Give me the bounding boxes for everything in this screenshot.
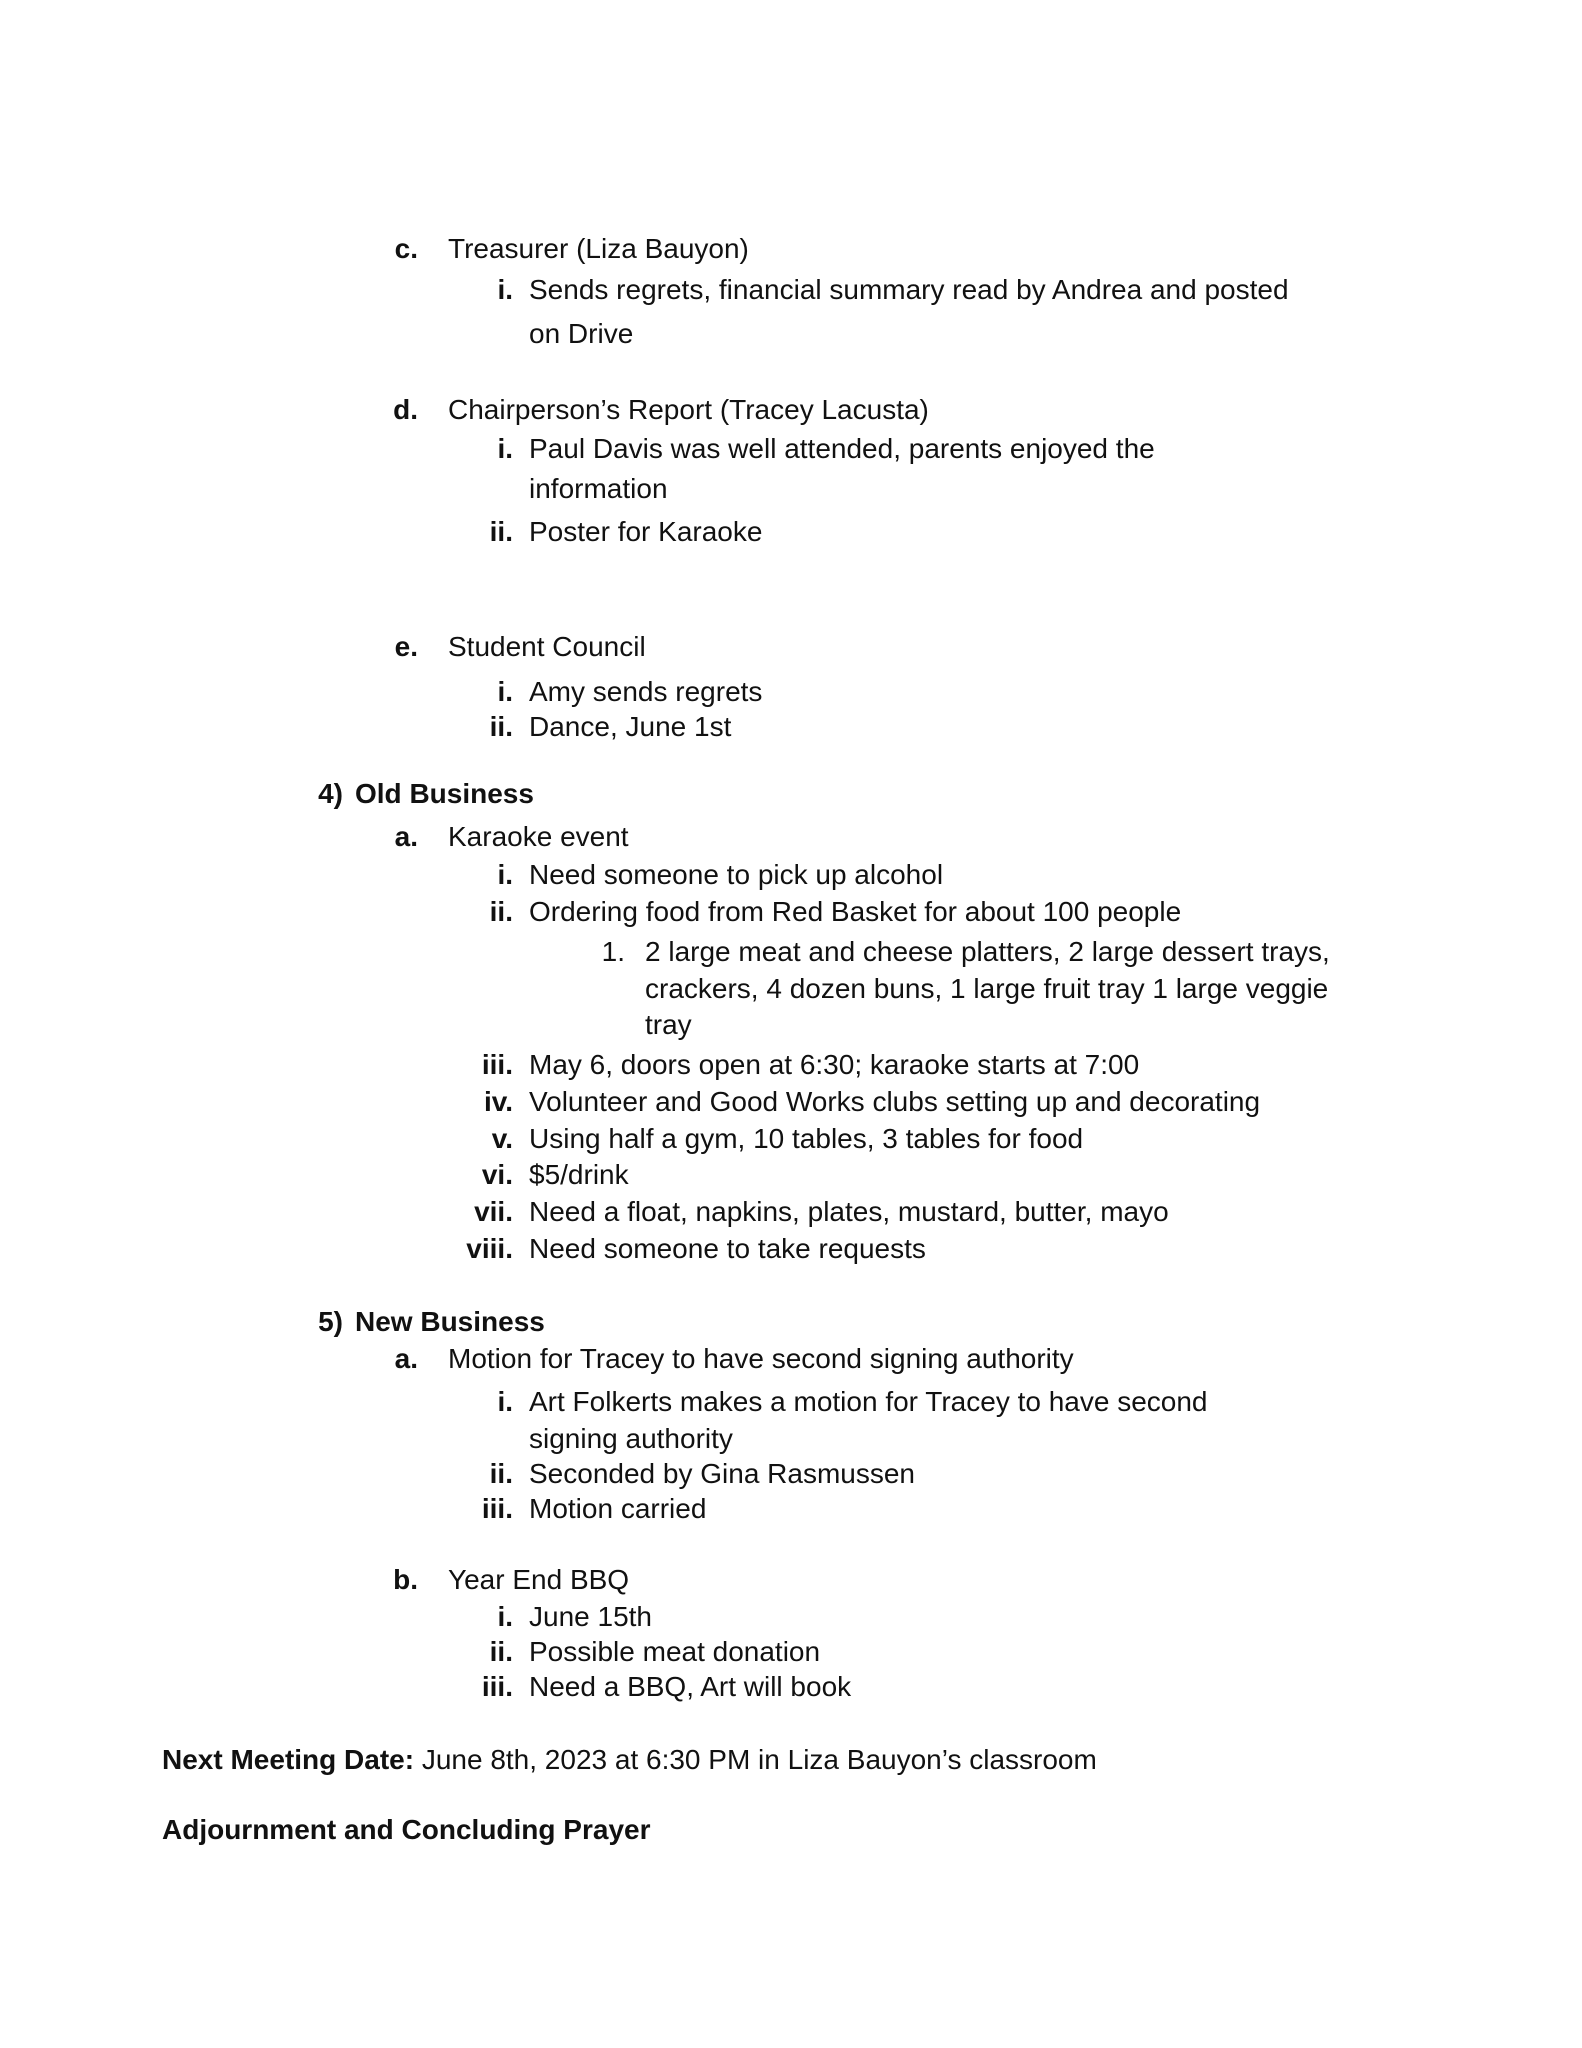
list-item-text: Using half a gym, 10 tables, 3 tables for food xyxy=(529,1123,1084,1154)
list-item-text: Amy sends regrets xyxy=(529,676,763,707)
list-item xyxy=(466,1231,926,1266)
list-item xyxy=(481,1491,707,1526)
list-item xyxy=(474,1194,1169,1229)
list-item-text: tray xyxy=(645,1009,692,1040)
list-item xyxy=(491,1121,1084,1156)
list-item-text: information xyxy=(529,473,668,504)
list-item-text: May 6, doors open at 6:30; karaoke starts at 7:00 xyxy=(529,1049,1140,1080)
list-item-text: Need someone to pick up alcohol xyxy=(529,859,944,890)
list-marker: viii. xyxy=(466,1233,513,1264)
list-marker: i. xyxy=(497,859,513,890)
list-item-text: Art Folkerts makes a motion for Tracey to have second xyxy=(529,1386,1208,1417)
list-item xyxy=(497,674,763,709)
list-item xyxy=(394,1341,1074,1376)
list-item xyxy=(393,1562,630,1597)
list-item xyxy=(497,1384,1208,1419)
list-item-continuation xyxy=(529,471,668,506)
list-item xyxy=(394,629,646,664)
list-item-text: Paul Davis was well attended, parents enjoyed the xyxy=(529,433,1155,464)
list-item-continuation xyxy=(529,1421,733,1456)
list-marker: iii. xyxy=(481,1493,513,1524)
list-marker: i. xyxy=(497,274,513,305)
list-item xyxy=(489,1456,915,1491)
list-marker: i. xyxy=(497,1601,513,1632)
list-item-text: Dance, June 1st xyxy=(529,711,732,742)
list-item-text: Seconded by Gina Rasmussen xyxy=(529,1458,915,1489)
list-item xyxy=(489,709,732,744)
list-item-text: Motion carried xyxy=(529,1493,707,1524)
section-heading xyxy=(318,776,534,811)
list-marker: ii. xyxy=(489,1636,513,1667)
list-item xyxy=(497,272,1289,307)
section-heading-text: New Business xyxy=(355,1306,545,1337)
list-item-continuation xyxy=(645,971,1328,1006)
list-item xyxy=(483,1084,1261,1119)
list-marker: ii. xyxy=(489,516,513,547)
adjournment-line xyxy=(162,1812,650,1847)
list-item-continuation xyxy=(645,1007,692,1042)
list-marker: a. xyxy=(394,821,418,852)
next-meeting-text: June 8th, 2023 at 6:30 PM in Liza Bauyon’s classroom xyxy=(414,1744,1097,1775)
list-item xyxy=(481,1157,629,1192)
list-item xyxy=(497,431,1155,466)
list-item-text: June 15th xyxy=(529,1601,652,1632)
list-item xyxy=(481,1047,1140,1082)
section-heading-text: Old Business xyxy=(355,778,534,809)
list-item-text: Ordering food from Red Basket for about 100 people xyxy=(529,896,1182,927)
list-marker: iii. xyxy=(481,1671,513,1702)
list-item xyxy=(497,857,944,892)
list-marker: 1. xyxy=(601,936,625,967)
section-heading xyxy=(318,1304,545,1339)
list-marker: v. xyxy=(491,1123,513,1154)
next-meeting-label: Next Meeting Date: xyxy=(162,1744,415,1775)
list-marker: ii. xyxy=(489,896,513,927)
list-item-text: 2 large meat and cheese platters, 2 large dessert trays, xyxy=(645,936,1330,967)
list-item-text: Possible meat donation xyxy=(529,1636,821,1667)
list-item xyxy=(394,819,629,854)
list-item-continuation xyxy=(529,316,633,351)
list-item-text: Sends regrets, financial summary read by Andrea and posted xyxy=(529,274,1289,305)
list-item-text: on Drive xyxy=(529,318,634,349)
list-marker: iv. xyxy=(483,1086,513,1117)
list-item xyxy=(394,231,749,266)
adjournment-text: Adjournment and Concluding Prayer xyxy=(162,1814,651,1845)
list-item xyxy=(489,514,763,549)
list-marker: ii. xyxy=(489,1458,513,1489)
list-marker: i. xyxy=(497,433,513,464)
list-marker: 4) xyxy=(318,778,343,809)
list-item-text: Chairperson’s Report (Tracey Lacusta) xyxy=(448,394,929,425)
list-marker: vii. xyxy=(474,1196,513,1227)
list-item-text: Student Council xyxy=(448,631,646,662)
list-item-text: Poster for Karaoke xyxy=(529,516,763,547)
list-marker: e. xyxy=(394,631,418,662)
list-marker: i. xyxy=(497,676,513,707)
next-meeting-line xyxy=(162,1742,1097,1777)
list-marker: ii. xyxy=(489,711,513,742)
list-item-text: Motion for Tracey to have second signing authority xyxy=(448,1343,1074,1374)
list-marker: b. xyxy=(393,1564,418,1595)
list-marker: iii. xyxy=(481,1049,513,1080)
list-item xyxy=(489,894,1182,929)
list-marker: vi. xyxy=(481,1159,513,1190)
list-item-text: Need a BBQ, Art will book xyxy=(529,1671,852,1702)
list-marker: c. xyxy=(394,233,418,264)
list-item-text: signing authority xyxy=(529,1423,733,1454)
list-item-text: Treasurer (Liza Bauyon) xyxy=(448,233,749,264)
list-item-text: $5/drink xyxy=(529,1159,629,1190)
list-item-text: Year End BBQ xyxy=(448,1564,630,1595)
list-marker: a. xyxy=(394,1343,418,1374)
list-item-text: Need a float, napkins, plates, mustard, butter, mayo xyxy=(529,1196,1169,1227)
list-item-text: Volunteer and Good Works clubs setting up and decorating xyxy=(529,1086,1261,1117)
list-item xyxy=(601,934,1330,969)
list-marker: i. xyxy=(497,1386,513,1417)
list-item xyxy=(497,1599,652,1634)
list-marker: 5) xyxy=(318,1306,343,1337)
list-marker: d. xyxy=(393,394,418,425)
list-item xyxy=(481,1669,852,1704)
list-item-text: Karaoke event xyxy=(448,821,629,852)
list-item xyxy=(489,1634,821,1669)
list-item xyxy=(393,392,929,427)
list-item-text: crackers, 4 dozen buns, 1 large fruit tray 1 large veggie xyxy=(645,973,1329,1004)
list-item-text: Need someone to take requests xyxy=(529,1233,926,1264)
